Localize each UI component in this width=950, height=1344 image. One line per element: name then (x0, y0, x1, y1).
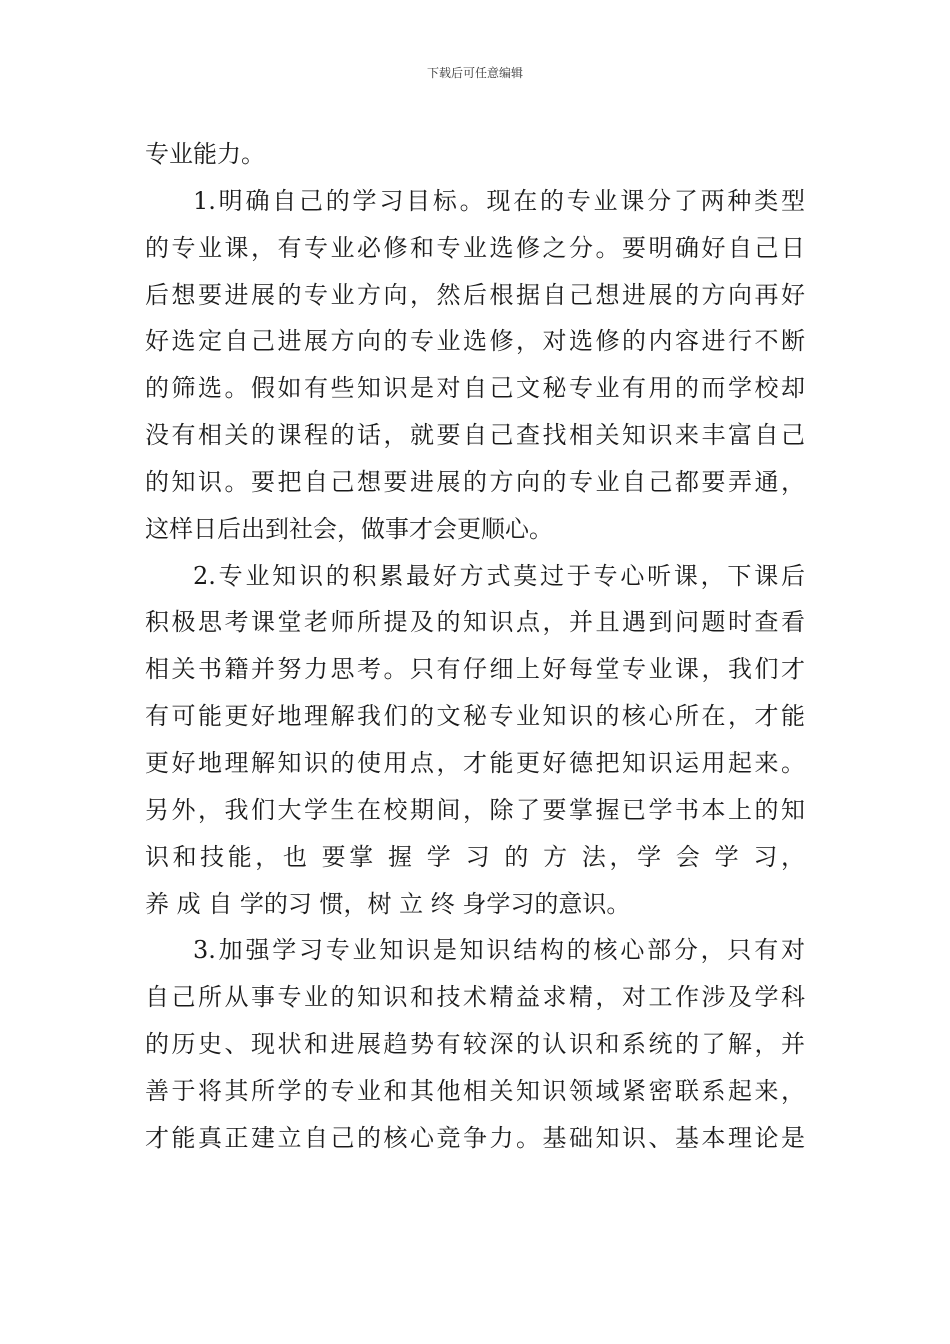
text-line: 的筛选。假如有些知识是对自己文秘专业有用的而学校却 (145, 374, 805, 403)
page-header: 下载后可任意编辑 (426, 66, 523, 80)
text-line: 2.专业知识的积累最好方式莫过于专心听课，下课后 (193, 561, 805, 590)
text-line: 识和技能，也 要掌 握 学 习 的 方 法，学 会 学 习， (145, 842, 805, 871)
text-line: 另外，我们大学生在校期间，除了要掌握已学书本上的知 (145, 795, 805, 824)
text-line: 的历史、现状和进展趋势有较深的认识和系统的了解，并 (145, 1030, 805, 1059)
text-line: 善于将其所学的专业和其他相关知识领域紧密联系起来， (145, 1076, 805, 1105)
text-line: 有可能更好地理解我们的文秘专业知识的核心所在，才能 (145, 702, 805, 731)
text-line: 3.加强学习专业知识是知识结构的核心部分，只有对 (193, 936, 805, 965)
text-line: 自己所从事专业的知识和技术精益求精，对工作涉及学科 (145, 983, 805, 1012)
text-line: 更好地理解知识的使用点，才能更好德把知识运用起来。 (145, 748, 805, 777)
text-line: 这样日后出到社会，做事才会更顺心。 (145, 514, 553, 543)
text-line: 1.明确自己的学习目标。现在的专业课分了两种类型 (193, 186, 805, 215)
text-line: 相关书籍并努力思考。只有仔细上好每堂专业课，我们才 (145, 655, 805, 684)
text-line: 好选定自己进展方向的专业选修，对选修的内容进行不断 (145, 327, 805, 356)
text-line: 的知识。要把自己想要进展的方向的专业自己都要弄通， (145, 467, 805, 496)
text-line: 专业能力。 (145, 140, 265, 168)
text-line: 才能真正建立自己的核心竞争力。基础知识、基本理论是 (145, 1123, 805, 1152)
text-line: 后想要进展的专业方向，然后根据自己想进展的方向再好 (145, 280, 805, 309)
text-line: 的专业课，有专业必修和专业选修之分。要明确好自己日 (145, 233, 805, 262)
text-line: 没有相关的课程的话，就要自己查找相关知识来丰富自己 (145, 421, 805, 450)
text-line: 养 成 自 学的习 惯，树 立 终 身学习的意识。 (145, 889, 631, 918)
text-line: 积极思考课堂老师所提及的知识点，并且遇到问题时查看 (145, 608, 805, 637)
document-body (145, 131, 805, 1162)
